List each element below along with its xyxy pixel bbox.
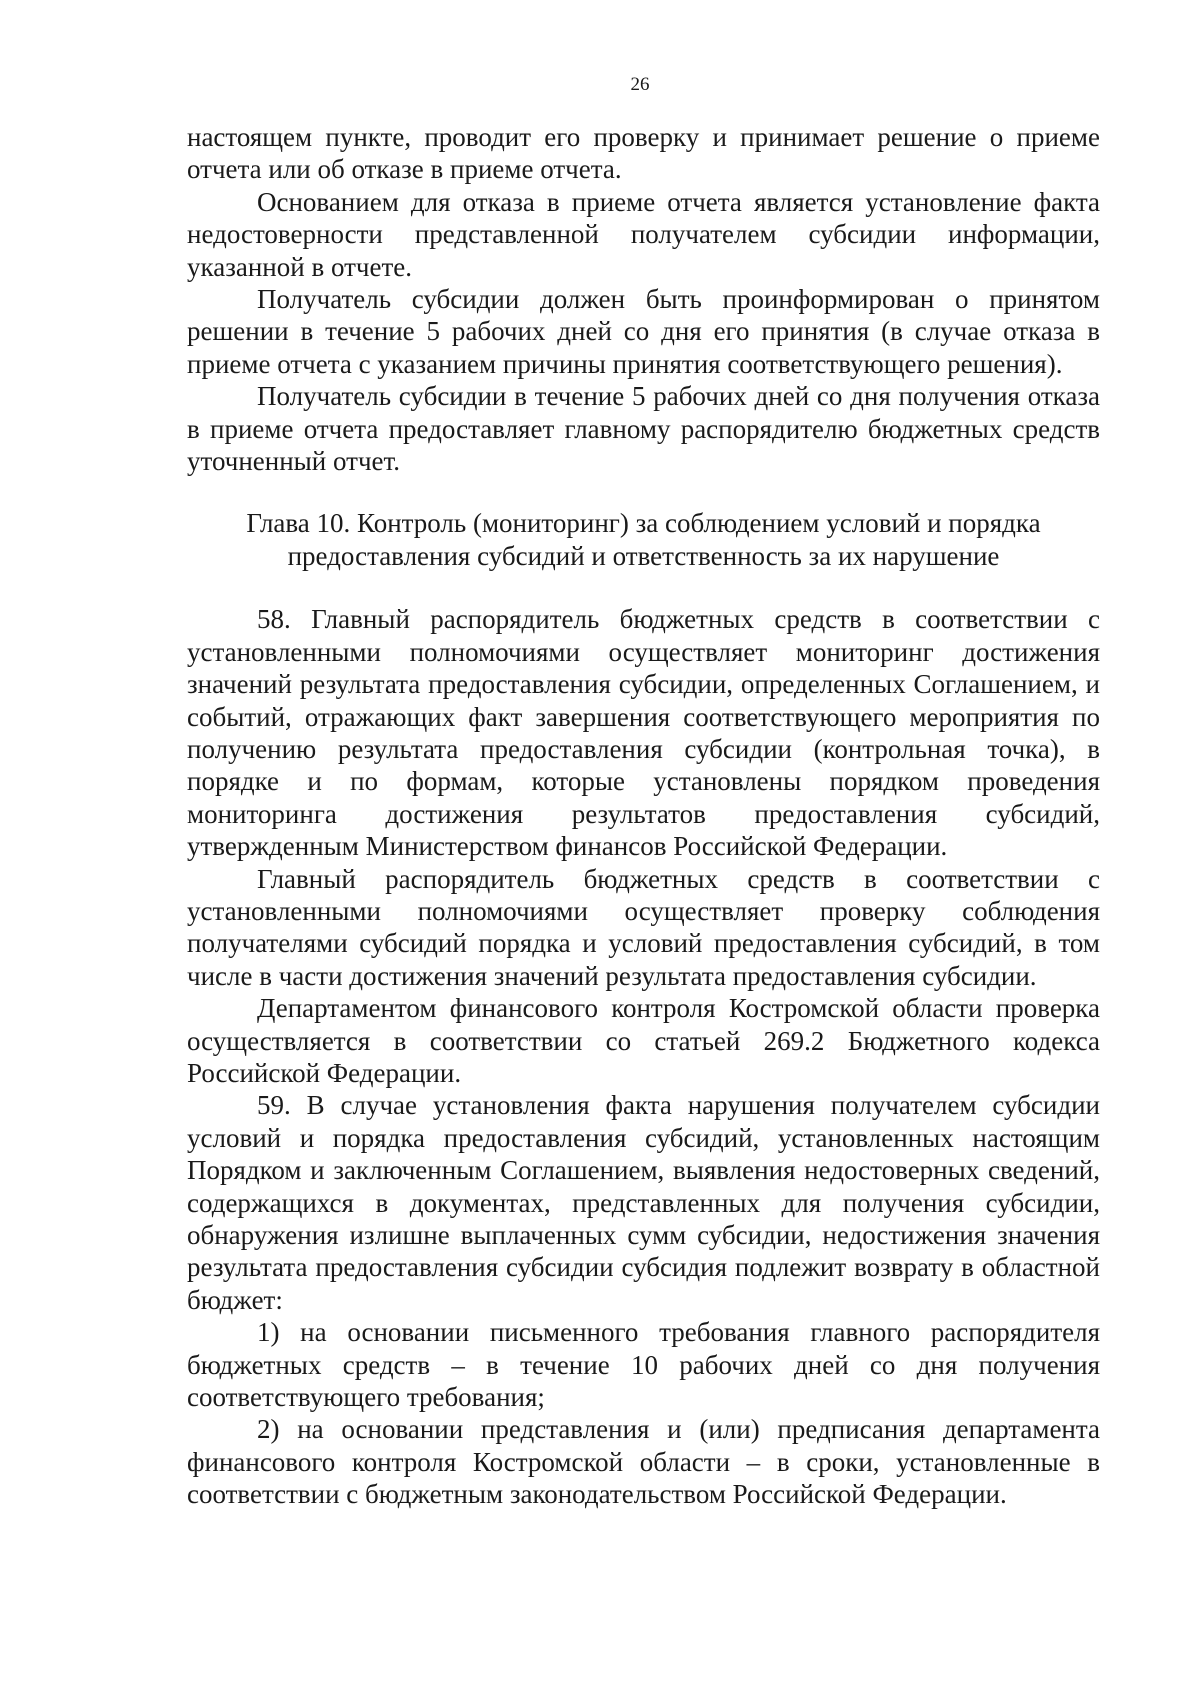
list-item-1: 1) на основании письменного требования главного распорядителя бюджетных средств – в течение 10 рабочих дней со дня получения соответствующего требования; bbox=[187, 1317, 1100, 1413]
paragraph-corrected-report: Получатель субсидии в течение 5 рабочих дней со дня получения отказа в приеме отчета предоставляет главному распорядителю бюджетных средств уточненный отчет. bbox=[187, 381, 1100, 477]
paragraph-item-58: 58. Главный распорядитель бюджетных средств в соответствии с установленными полномочиями осуществляет мониторинг достижения значений результата предоставления субсидии, определенных Соглашением, и событий, отражающих факт завершения соответствующего мероприятия по получению результата предоставления субсидии (контрольная точка), в порядке и по формам, которые установлены порядком проведения мониторинга достижения результатов предоставления субсидий, утвержденным Министерством финансов Российской Федерации. bbox=[187, 604, 1100, 862]
document-body bbox=[187, 121, 1100, 1511]
paragraph-item-59: 59. В случае установления факта нарушения получателем субсидии условий и порядка предоставления субсидий, установленных настоящим Порядком и заключенным Соглашением, выявления недостоверных сведений, содержащихся в документах, представленных для получения субсидии, обнаружения излишне выплаченных сумм субсидии, недостижения значения результата предоставления субсидии субсидия подлежит возврату в областной бюджет: bbox=[187, 1090, 1100, 1315]
chapter-heading-line-1: Глава 10. Контроль (мониторинг) за соблюдением условий и порядка bbox=[246, 508, 1041, 539]
paragraph-financial-control: Департаментом финансового контроля Костромской области проверка осуществляется в соответствии со статьей 269.2 Бюджетного кодекса Российской Федерации. bbox=[187, 993, 1100, 1088]
paragraph-compliance-check: Главный распорядитель бюджетных средств в соответствии с установленными полномочиями осуществляет проверку соблюдения получателями субсидий порядка и условий предоставления субсидий, в том числе в части достижения значений результата предоставления субсидии. bbox=[187, 863, 1100, 991]
paragraph-notification: Получатель субсидии должен быть проинформирован о принятом решении в течение 5 рабочих дней со дня его принятия (в случае отказа в приеме отчета с указанием причины принятия соответствующего решения). bbox=[187, 284, 1100, 379]
paragraph-refusal-grounds: Основанием для отказа в приеме отчета является установление факта недостоверности представленной получателем субсидии информации, указанной в отчете. bbox=[187, 186, 1100, 282]
chapter-heading bbox=[187, 507, 1100, 572]
chapter-heading-line-2: предоставления субсидий и ответственность за их нарушение bbox=[287, 540, 1000, 571]
page-number: 26 bbox=[630, 74, 650, 95]
list-item-2: 2) на основании представления и (или) предписания департамента финансового контроля Костромской области – в сроки, установленные в соответствии с бюджетным законодательством Российской Федерации. bbox=[187, 1414, 1100, 1510]
paragraph-continuation: настоящем пункте, проводит его проверку и принимает решение о приеме отчета или об отказе в приеме отчета. bbox=[187, 122, 1100, 185]
